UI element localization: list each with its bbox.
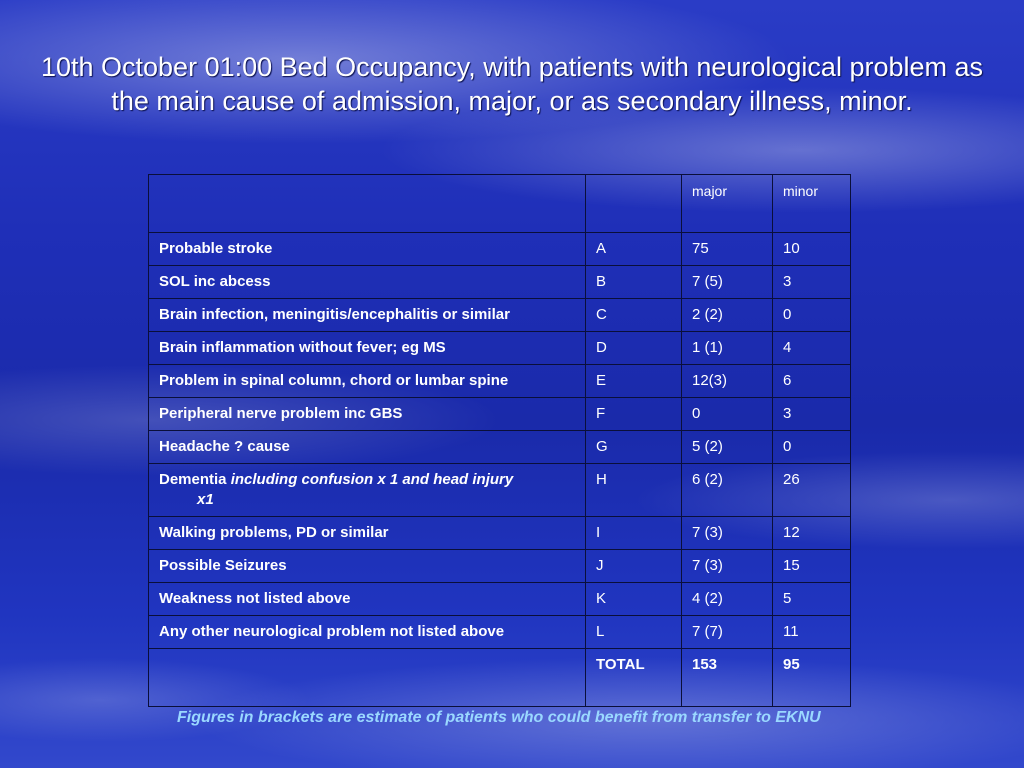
row-code: G bbox=[586, 431, 682, 464]
total-minor: 95 bbox=[773, 649, 851, 707]
total-label bbox=[149, 649, 586, 707]
row-label: Possible Seizures bbox=[149, 550, 586, 583]
row-label: Peripheral nerve problem inc GBS bbox=[149, 398, 586, 431]
table-row bbox=[149, 299, 851, 332]
table-row bbox=[149, 398, 851, 431]
row-code: J bbox=[586, 550, 682, 583]
total-major: 153 bbox=[682, 649, 773, 707]
row-major: 12(3) bbox=[682, 365, 773, 398]
bed-occupancy-table bbox=[148, 174, 851, 707]
table-header-row bbox=[149, 175, 851, 233]
table-row bbox=[149, 233, 851, 266]
row-minor: 5 bbox=[773, 583, 851, 616]
row-code: K bbox=[586, 583, 682, 616]
row-code: L bbox=[586, 616, 682, 649]
row-label: Walking problems, PD or similar bbox=[149, 517, 586, 550]
row-major: 6 (2) bbox=[682, 464, 773, 517]
table-row bbox=[149, 431, 851, 464]
row-minor: 4 bbox=[773, 332, 851, 365]
row-major: 4 (2) bbox=[682, 583, 773, 616]
row-code: H bbox=[586, 464, 682, 517]
row-label-extra-cont: x1 bbox=[197, 491, 214, 508]
row-minor: 6 bbox=[773, 365, 851, 398]
table-row bbox=[149, 365, 851, 398]
header-cell-code bbox=[586, 175, 682, 233]
row-label: Any other neurological problem not listed above bbox=[149, 616, 586, 649]
header-cell-major: major bbox=[682, 175, 773, 233]
footnote: Figures in brackets are estimate of patients who could benefit from transfer to EKNU bbox=[177, 709, 821, 726]
row-minor: 15 bbox=[773, 550, 851, 583]
table-row bbox=[149, 616, 851, 649]
header-cell-label bbox=[149, 175, 586, 233]
row-code: C bbox=[586, 299, 682, 332]
row-minor: 26 bbox=[773, 464, 851, 517]
row-label: Dementia bbox=[159, 471, 227, 488]
row-major: 7 (3) bbox=[682, 517, 773, 550]
row-minor: 11 bbox=[773, 616, 851, 649]
table-row bbox=[149, 550, 851, 583]
row-label: Problem in spinal column, chord or lumbar spine bbox=[149, 365, 586, 398]
table-row bbox=[149, 464, 851, 517]
row-code: E bbox=[586, 365, 682, 398]
table-row bbox=[149, 583, 851, 616]
row-label: Headache ? cause bbox=[149, 431, 586, 464]
table-row bbox=[149, 332, 851, 365]
slide-title: 10th October 01:00 Bed Occupancy, with patients with neurological problem as the main cause of admission, major, or as secondary illness, minor. bbox=[40, 52, 984, 116]
row-label: Brain inflammation without fever; eg MS bbox=[149, 332, 586, 365]
row-major: 2 (2) bbox=[682, 299, 773, 332]
row-major: 1 (1) bbox=[682, 332, 773, 365]
table-row bbox=[149, 517, 851, 550]
row-major: 5 (2) bbox=[682, 431, 773, 464]
row-code: D bbox=[586, 332, 682, 365]
row-code: F bbox=[586, 398, 682, 431]
row-minor: 10 bbox=[773, 233, 851, 266]
row-major: 7 (3) bbox=[682, 550, 773, 583]
row-major: 7 (5) bbox=[682, 266, 773, 299]
row-label: Probable stroke bbox=[149, 233, 586, 266]
row-label-dementia bbox=[149, 464, 586, 517]
row-minor: 3 bbox=[773, 398, 851, 431]
table-total-row bbox=[149, 649, 851, 707]
row-minor: 0 bbox=[773, 431, 851, 464]
row-label: Brain infection, meningitis/encephalitis or similar bbox=[149, 299, 586, 332]
header-cell-minor: minor bbox=[773, 175, 851, 233]
row-label: Weakness not listed above bbox=[149, 583, 586, 616]
row-label: SOL inc abcess bbox=[149, 266, 586, 299]
row-major: 7 (7) bbox=[682, 616, 773, 649]
total-code: TOTAL bbox=[586, 649, 682, 707]
row-major: 0 bbox=[682, 398, 773, 431]
row-major: 75 bbox=[682, 233, 773, 266]
row-code: I bbox=[586, 517, 682, 550]
row-minor: 3 bbox=[773, 266, 851, 299]
row-code: B bbox=[586, 266, 682, 299]
row-label-extra: including confusion x 1 and head injury bbox=[230, 471, 514, 488]
table-row bbox=[149, 266, 851, 299]
row-minor: 12 bbox=[773, 517, 851, 550]
row-minor: 0 bbox=[773, 299, 851, 332]
row-code: A bbox=[586, 233, 682, 266]
